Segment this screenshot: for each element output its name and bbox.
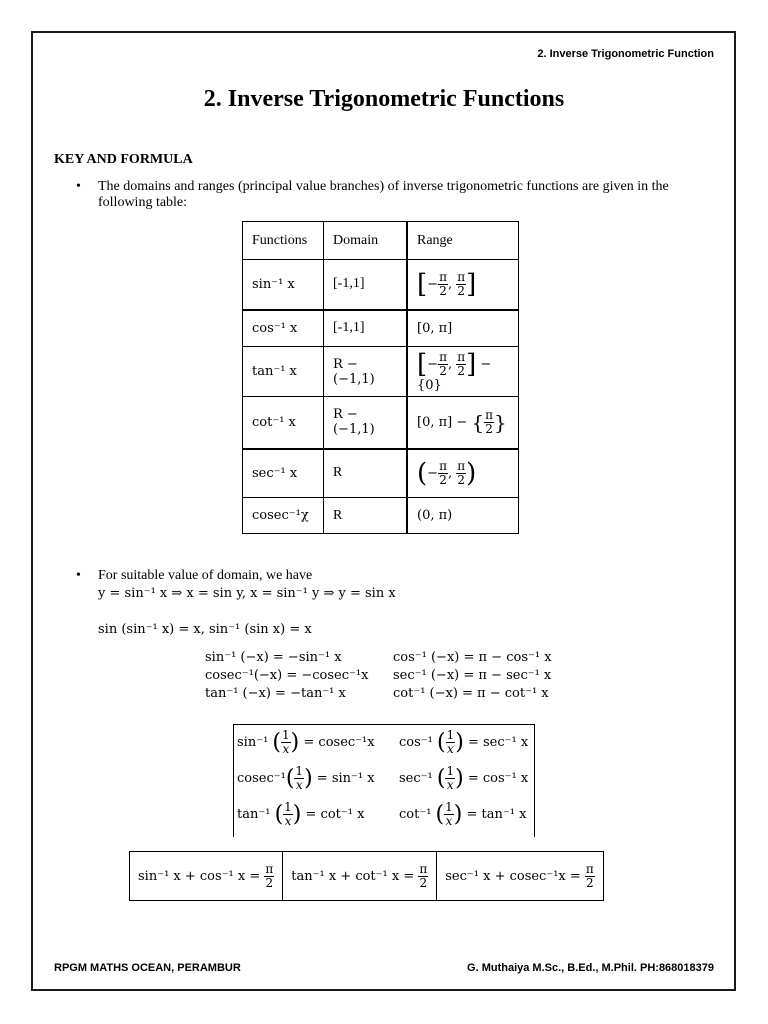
formula-negative: cos⁻¹ (−x) = π − cos⁻¹ x [393, 650, 552, 665]
section-heading: KEY AND FORMULA [54, 152, 193, 167]
formula-negative: sec⁻¹ (−x) = π − sec⁻¹ x [393, 668, 552, 683]
sum-identity-cell: sin⁻¹ x + cos⁻¹ x = $\frac{\pi}{2}$ [130, 852, 283, 901]
table-cell-function: cosec⁻¹χ [243, 498, 324, 534]
table-header-cell: Functions [243, 222, 324, 260]
bullet-dot-icon: • [76, 179, 81, 194]
table-cell-range: [0, π] − { $\frac{\pi}{2}$ } [407, 397, 519, 449]
bullet-text: The domains and ranges (principal value branches) of inverse trigonometric functions are given in the following table: [98, 179, 669, 210]
table-row [243, 260, 519, 310]
formula-composition: sin (sin⁻¹ x) = x, sin⁻¹ (sin x) = x [98, 622, 312, 637]
table-cell-domain: R − (−1,1) [324, 397, 408, 449]
table-cell-domain: R [324, 449, 408, 498]
table-row [243, 310, 519, 347]
table-cell-function: sin⁻¹ x [243, 260, 324, 310]
table-row [243, 498, 519, 534]
table-cell-domain: R − (−1,1) [324, 347, 408, 397]
page-title: 2. Inverse Trigonometric Functions [203, 86, 565, 112]
bullet-dot-icon: • [76, 568, 81, 583]
running-head: 2. Inverse Trigonometric Function [537, 48, 714, 60]
table-cell-range: [− $\frac{\pi}{2}$ , $\frac{\pi}{2}$ ] − {0} [407, 347, 519, 397]
reciprocal-row: sin⁻¹ ( $\frac{1}{x}$ ) = cosec⁻¹x cos⁻¹ ( $\frac{1}{x}$ ) = sec⁻¹ x [237, 728, 529, 756]
table-cell-range: (0, π) [407, 498, 519, 534]
reciprocal-row: tan⁻¹ ( $\frac{1}{x}$ ) = cot⁻¹ x cot⁻¹ ( $\frac{1}{x}$ ) = tan⁻¹ x [237, 800, 527, 828]
bullet-text: For suitable value of domain, we have [98, 568, 313, 583]
table-cell-function: cot⁻¹ x [243, 397, 324, 449]
formula-negative: cosec⁻¹(−x) = −cosec⁻¹x [205, 668, 369, 683]
table-header-row [243, 222, 519, 260]
formula-inverse-relation: y = sin⁻¹ x ⇒ x = sin y, x = sin⁻¹ y ⇒ y = sin x [98, 586, 396, 601]
table-cell-domain: R [324, 498, 408, 534]
table-header-cell: Domain [324, 222, 408, 260]
table-cell-range: [− $\frac{\pi}{2}$ , $\frac{\pi}{2}$ ] [407, 260, 519, 310]
formula-negative: sin⁻¹ (−x) = −sin⁻¹ x [205, 650, 342, 665]
table-header-cell: Range [407, 222, 519, 260]
table-cell-range: [0, π] [407, 310, 519, 347]
footer-right: G. Muthaiya M.Sc., B.Ed., M.Phil. PH:868018379 [467, 962, 714, 974]
table-cell-domain: [-1,1] [324, 260, 408, 310]
table-cell-domain: [-1,1] [324, 310, 408, 347]
table-cell-function: sec⁻¹ x [243, 449, 324, 498]
table-cell-function: cos⁻¹ x [243, 310, 324, 347]
reciprocal-row: cosec⁻¹( $\frac{1}{x}$ ) = sin⁻¹ x sec⁻¹ ( $\frac{1}{x}$ ) = cos⁻¹ x [237, 764, 529, 792]
formula-negative: tan⁻¹ (−x) = −tan⁻¹ x [205, 686, 346, 701]
table-row [243, 449, 519, 498]
sum-identity-cell: sec⁻¹ x + cosec⁻¹x = $\frac{\pi}{2}$ [437, 852, 604, 901]
table-row [243, 347, 519, 397]
reciprocal-identities-box [233, 724, 535, 837]
formula-negative: cot⁻¹ (−x) = π − cot⁻¹ x [393, 686, 549, 701]
domain-range-table [242, 221, 519, 534]
sum-identities-table [129, 851, 604, 901]
table-cell-function: tan⁻¹ x [243, 347, 324, 397]
footer-left: RPGM MATHS OCEAN, PERAMBUR [54, 962, 241, 974]
table-row [130, 852, 604, 901]
table-row [243, 397, 519, 449]
sum-identity-cell: tan⁻¹ x + cot⁻¹ x = $\frac{\pi}{2}$ [283, 852, 437, 901]
table-cell-range: (− $\frac{\pi}{2}$ , $\frac{\pi}{2}$ ) [407, 449, 519, 498]
